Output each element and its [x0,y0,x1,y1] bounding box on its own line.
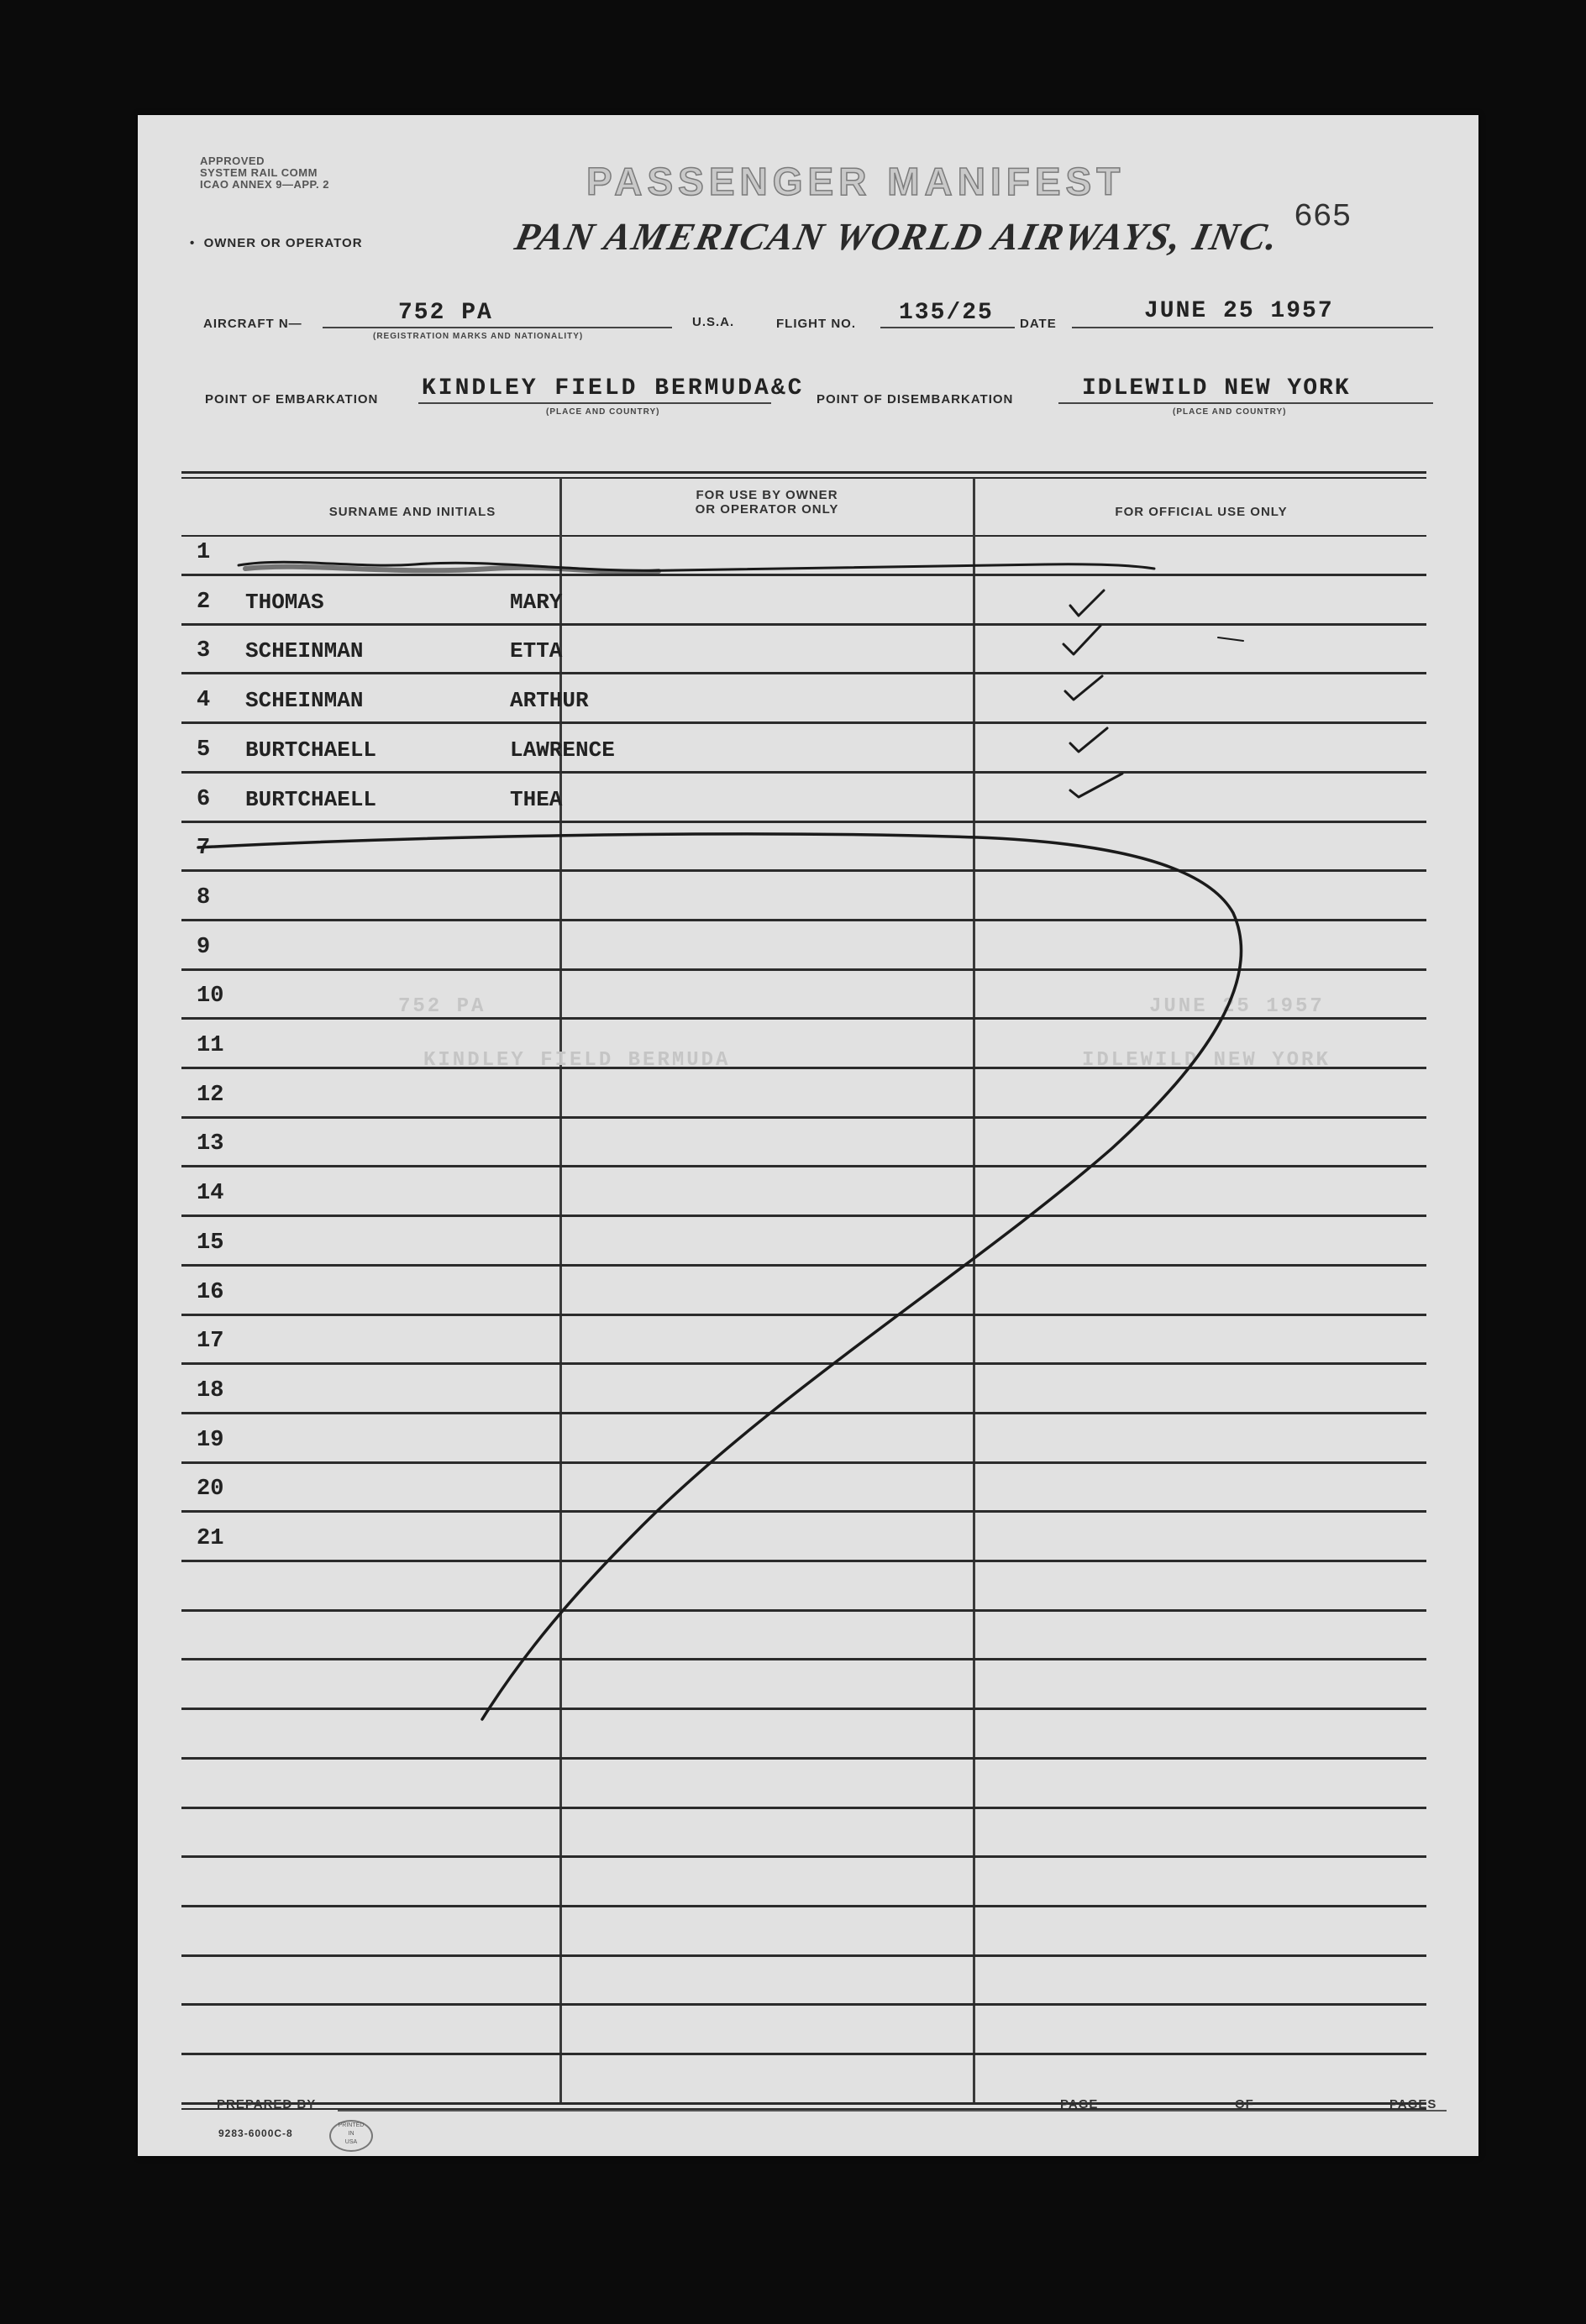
row-number: 3 [197,638,211,664]
flight-value: 135/25 [899,300,994,326]
row-rule [181,1510,1426,1513]
row-number: 8 [197,884,211,910]
approval-line-3: ICAO ANNEX 9—APP. 2 [200,178,329,191]
row-number: 5 [197,737,211,763]
row1-scribble-2 [245,567,659,572]
offset-print-disembark: IDLEWILD NEW YORK [1082,1049,1331,1072]
ink-dash [1218,637,1243,641]
flight-underline [880,327,1015,328]
row-rule [181,1362,1426,1365]
row-rule [181,1264,1426,1267]
row-rule [181,1214,1426,1217]
passenger-surname: BURTCHAELL [245,786,377,812]
date-value: JUNE 25 1957 [1144,298,1334,324]
row-number: 15 [197,1230,224,1256]
row-number: 2 [197,589,211,615]
owner-label: • OWNER OR OPERATOR [190,236,363,250]
disembarkation-value: IDLEWILD NEW YORK [1082,375,1351,401]
blank-row-rule [181,1954,1426,1957]
check-mark-row-3 [1063,626,1100,654]
form-title: PASSENGER MANIFEST [586,160,1126,203]
row-number: 13 [197,1131,224,1157]
manifest-sheet [138,115,1478,2156]
passenger-given-name: MARY [510,589,563,615]
row-number: 10 [197,984,224,1010]
blank-row-rule [181,1905,1426,1907]
offset-print-date: JUNE 25 1957 [1149,995,1325,1018]
embarkation-value: KINDLEY FIELD BERMUDA&C [422,375,805,401]
row-rule [181,1412,1426,1414]
row-number: 1 [197,540,211,565]
col-header-owner: FOR USE BY OWNER OR OPERATOR ONLY [695,488,839,517]
approval-line-1: APPROVED [200,155,265,167]
disembarkation-underline [1058,402,1433,404]
row-rule [181,869,1426,872]
page-label: PAGE [1060,2097,1099,2112]
prepared-by-label: PREPARED BY [217,2097,317,2112]
table-top-rule-2 [181,477,1426,479]
row-number: 9 [197,934,211,960]
form-code: 9283-6000C-8 [218,2127,293,2139]
blank-row-rule [181,1609,1426,1612]
of-label: OF [1235,2097,1254,2112]
table-top-rule [181,471,1426,474]
usa-label: U.S.A. [692,315,735,329]
row-rule [181,968,1426,971]
row-rule [181,821,1426,823]
page-stamp-number: 665 [1294,199,1352,235]
passenger-surname: SCHEINMAN [245,688,364,714]
row-number: 12 [197,1082,224,1108]
row-number: 16 [197,1279,224,1305]
passenger-surname: THOMAS [245,589,324,615]
offset-print-embark: KINDLEY FIELD BERMUDA [423,1049,731,1072]
embarkation-underline [418,402,771,404]
blank-row-rule [181,2053,1426,2055]
date-underline [1072,327,1433,328]
date-label: DATE [1020,317,1057,331]
row-rule [181,1165,1426,1167]
row-number: 6 [197,786,211,812]
passenger-given-name: ETTA [510,638,563,664]
blank-row-rule [181,2003,1426,2006]
offset-print-aircraft: 752 PA [398,995,486,1018]
blank-row-rule [181,1757,1426,1760]
row-number: 11 [197,1033,224,1058]
blank-row-rule [181,1855,1426,1858]
aircraft-label: AIRCRAFT N— [203,317,302,331]
blank-row-rule [181,1708,1426,1710]
aircraft-sublabel: (REGISTRATION MARKS AND NATIONALITY) [373,332,584,341]
row-number: 14 [197,1181,224,1207]
disembarkation-sublabel: (PLACE AND COUNTRY) [1173,407,1287,417]
row1-scribble [239,562,1154,570]
row-rule [181,721,1426,724]
row-number: 21 [197,1526,224,1551]
row-number: 19 [197,1427,224,1453]
approval-note [200,155,329,191]
row-number: 20 [197,1477,224,1503]
row-rule [181,623,1426,626]
check-mark-row-5 [1070,728,1107,752]
col-header-names: SURNAME AND INITIALS [328,505,496,519]
passenger-surname: SCHEINMAN [245,638,364,664]
aircraft-value: 752 PA [398,300,493,326]
row-rule [181,1461,1426,1464]
blank-row-rule [181,1807,1426,1809]
pages-label: PAGES [1389,2097,1437,2112]
check-mark-row-6 [1070,774,1122,797]
row-number: 4 [197,688,211,714]
row-rule [181,771,1426,774]
union-label-seal: PRINTED IN USA [329,2120,373,2152]
handwritten-marks [138,115,1478,2156]
row-rule [181,1116,1426,1119]
airline-name: PAN AMERICAN WORLD AIRWAYS, INC. [511,215,1284,258]
embarkation-sublabel: (PLACE AND COUNTRY) [546,407,660,417]
header-bottom-rule [181,535,1426,537]
blank-row-rule [181,1658,1426,1660]
disembarkation-label: POINT OF DISEMBARKATION [817,392,1014,407]
passenger-given-name: LAWRENCE [510,737,615,763]
embarkation-label: POINT OF EMBARKATION [205,392,379,407]
row-rule [181,574,1426,576]
row-rule [181,1560,1426,1562]
check-mark-row-4 [1065,676,1102,700]
row-number: 18 [197,1377,224,1403]
bullet-icon: • [190,236,204,250]
col-header-official: FOR OFFICIAL USE ONLY [1115,505,1288,519]
row-number: 17 [197,1329,224,1355]
footer-underline [338,2110,1447,2112]
approval-line-2: SYSTEM RAIL COMM [200,166,318,179]
check-mark-row-2 [1070,590,1104,616]
flight-label: FLIGHT NO. [776,317,856,331]
row-rule [181,919,1426,921]
void-stroke [198,834,1242,1719]
row-rule [181,672,1426,674]
passenger-given-name: ARTHUR [510,688,589,714]
row-number: 7 [197,836,211,862]
passenger-given-name: THEA [510,786,563,812]
row-rule [181,1314,1426,1316]
aircraft-underline [323,327,672,328]
passenger-surname: BURTCHAELL [245,737,377,763]
